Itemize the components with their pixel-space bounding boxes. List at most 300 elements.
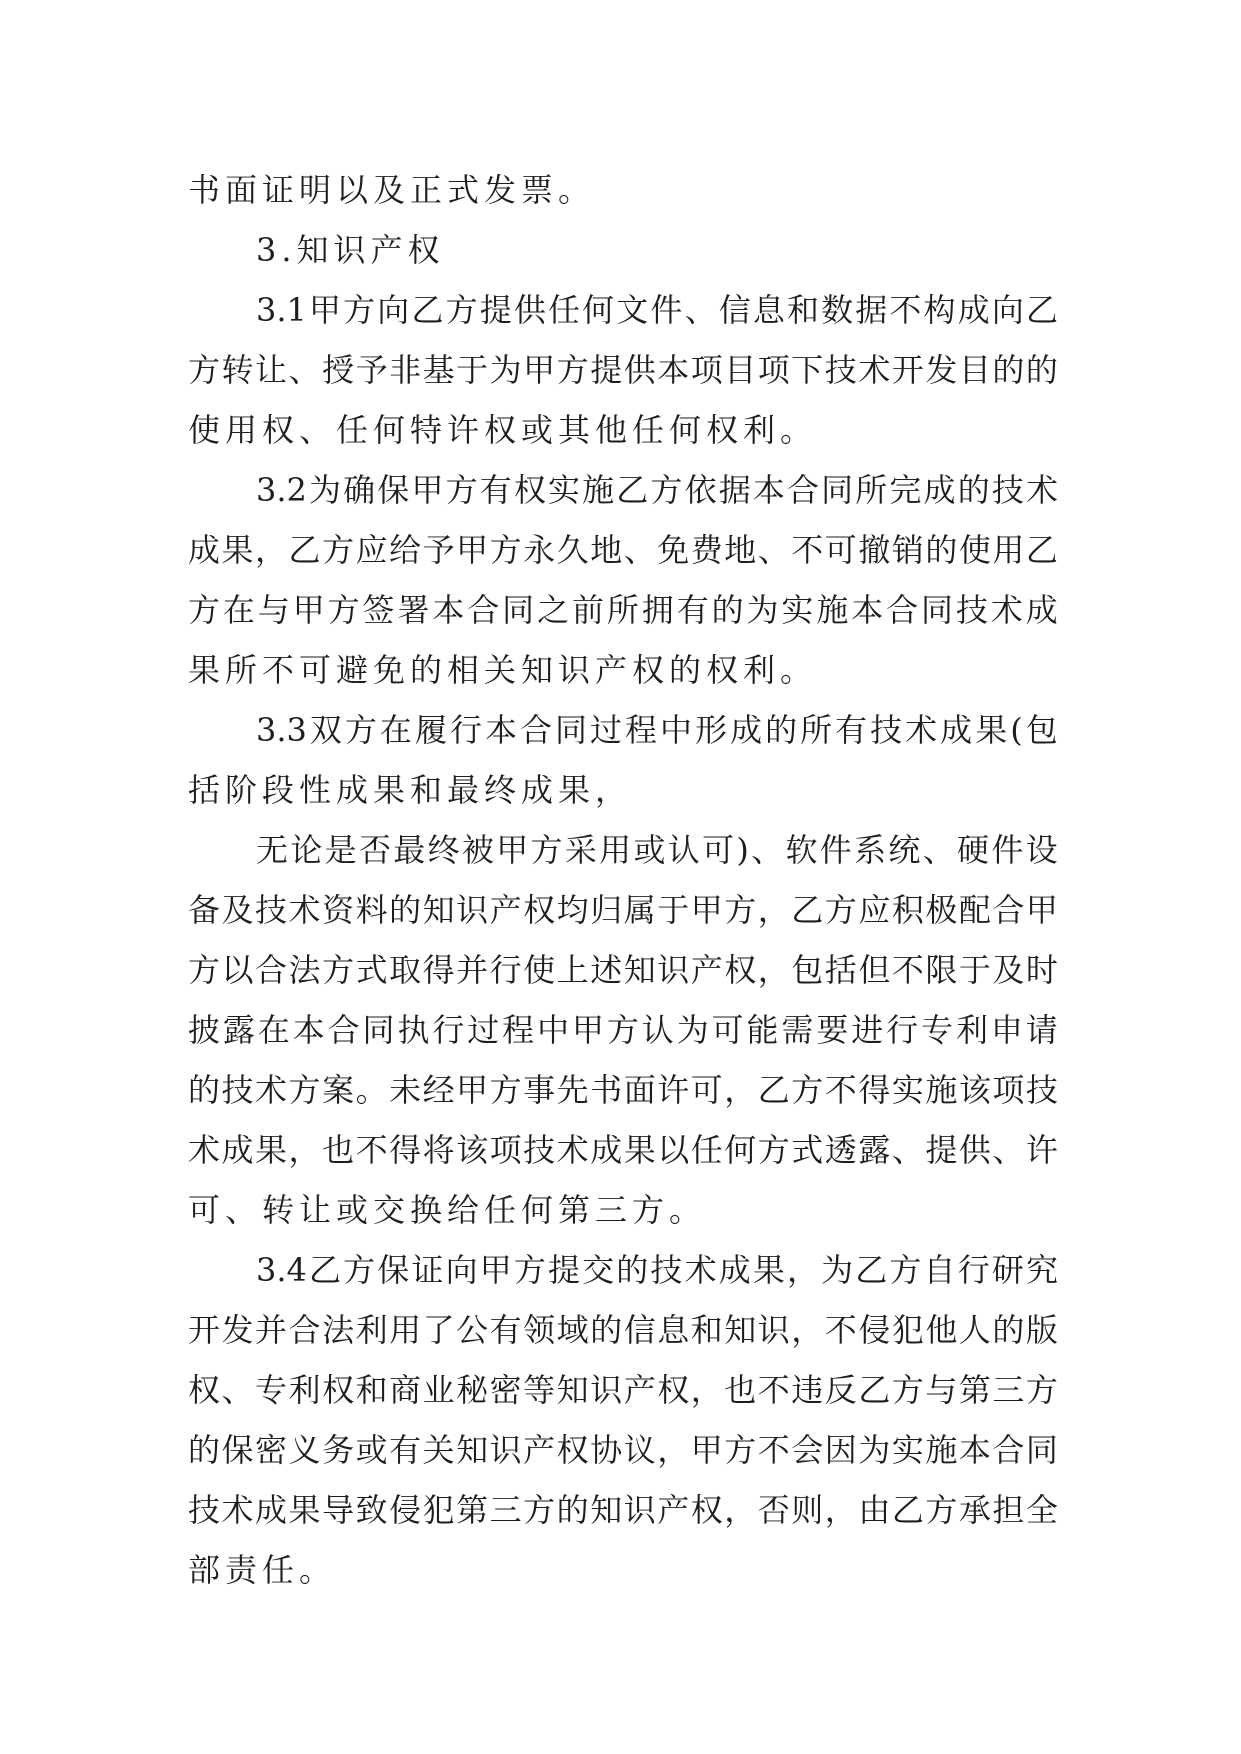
text-glyph: 事: [523, 1071, 556, 1109]
text-glyph: 确: [343, 471, 376, 509]
text-glyph: 能: [746, 1011, 779, 1049]
text-glyph: 识: [590, 1371, 623, 1409]
text-glyph: 公: [456, 1311, 489, 1349]
text-glyph: 向: [445, 1251, 478, 1289]
text-glyph: 等: [523, 1371, 556, 1409]
text-line: [188, 820, 1058, 880]
text-glyph: 久: [556, 531, 589, 569]
text-glyph: 方: [523, 1491, 556, 1529]
text-glyph: 产: [523, 1431, 556, 1469]
text-glyph: 利: [288, 1371, 321, 1409]
text-glyph: 在: [222, 591, 255, 629]
text-line: 部责任。: [188, 1551, 337, 1589]
text-glyph: 中: [660, 711, 693, 749]
text-glyph: 则: [791, 1491, 824, 1529]
text-glyph: 技: [255, 891, 288, 929]
document-body: [188, 160, 1058, 1600]
text-glyph: 成: [923, 471, 956, 509]
text-glyph: 息: [752, 291, 785, 329]
text-glyph: 证: [411, 1251, 444, 1289]
text-glyph: 统: [888, 831, 921, 869]
text-glyph: 版: [1025, 1311, 1058, 1349]
text-glyph: 术: [188, 1131, 221, 1169]
text-glyph: 不: [355, 1131, 388, 1169]
text-glyph: 成: [940, 711, 973, 749]
text-glyph: 地: [590, 531, 623, 569]
text-glyph: 过: [467, 1011, 500, 1049]
text-glyph: 予: [422, 531, 455, 569]
text-glyph: 识: [657, 951, 690, 989]
text-glyph: 、: [221, 1371, 254, 1409]
text-glyph: 与: [257, 591, 290, 629]
text-glyph: 成: [590, 1131, 623, 1169]
text-glyph: 权: [657, 1371, 690, 1409]
text-glyph: 自: [923, 1251, 956, 1289]
text-glyph: 于: [657, 891, 690, 929]
text-glyph: 的: [1025, 351, 1058, 389]
text-glyph: 协: [590, 1431, 623, 1469]
text-glyph: 非: [389, 351, 422, 389]
text-glyph: 署: [397, 591, 430, 629]
text-line: [188, 1300, 1058, 1360]
text-glyph: 。: [355, 1071, 388, 1109]
text-glyph: 述: [590, 951, 623, 989]
text-glyph: 地: [724, 531, 757, 569]
text-glyph: 乙: [411, 291, 444, 329]
text-glyph: 方: [791, 1071, 824, 1109]
text-glyph: 实: [548, 471, 581, 509]
text-glyph: 并: [255, 1311, 288, 1349]
text-glyph: 合: [886, 591, 919, 629]
text-glyph: 请: [1025, 1011, 1058, 1049]
text-glyph: 执: [397, 1011, 430, 1049]
text-glyph: 进: [851, 1011, 884, 1049]
text-glyph: 上: [556, 951, 589, 989]
text-glyph: 案: [322, 1071, 355, 1109]
text-glyph: 领: [523, 1311, 556, 1349]
text-glyph: 技: [523, 1131, 556, 1169]
text-glyph: 为: [821, 1251, 854, 1289]
text-glyph: 式: [355, 951, 388, 989]
text-glyph: 产: [623, 1371, 656, 1409]
text-glyph: 发: [221, 1311, 254, 1349]
text-glyph: 件: [991, 831, 1024, 869]
text-glyph: 乙: [288, 531, 321, 569]
text-glyph: 经: [422, 1071, 455, 1109]
text-glyph: 据: [718, 471, 751, 509]
text-glyph: 甲: [479, 1251, 512, 1289]
text-glyph: 方: [1025, 1371, 1058, 1409]
text-glyph: ，: [255, 531, 288, 569]
text-glyph: 方: [889, 1251, 922, 1289]
text-glyph: 保: [377, 1251, 410, 1289]
text-glyph: 方: [188, 591, 221, 629]
text-glyph: 发: [925, 351, 958, 389]
text-line: [188, 880, 1058, 940]
text-glyph: 方: [343, 1251, 376, 1289]
text-glyph: 为: [858, 1431, 891, 1469]
text-glyph: 之: [537, 591, 570, 629]
text-glyph: 方: [891, 1371, 924, 1409]
text-glyph: 予: [355, 351, 388, 389]
text-glyph: 将: [422, 1131, 455, 1169]
text-glyph: 使: [523, 951, 556, 989]
text-glyph: 披: [188, 1011, 221, 1049]
text-glyph: 成: [255, 1491, 288, 1529]
text-glyph: 同: [821, 471, 854, 509]
text-glyph: 第: [958, 1371, 991, 1409]
text-glyph: 本: [752, 471, 785, 509]
text-glyph: ，: [288, 1131, 321, 1169]
text-glyph: 技: [824, 351, 857, 389]
text-glyph: 方: [327, 591, 360, 629]
text-glyph: 术: [905, 711, 938, 749]
text-glyph: 的: [925, 531, 958, 569]
text-glyph: 于: [958, 951, 991, 989]
text-glyph: 乙: [855, 1251, 888, 1289]
text-glyph: 有: [835, 711, 868, 749]
text-glyph: 行: [957, 1251, 990, 1289]
text-glyph: 专: [255, 1371, 288, 1409]
text-glyph: 限: [925, 951, 958, 989]
text-glyph: 权: [690, 1491, 723, 1529]
text-glyph: 关: [422, 1431, 455, 1469]
text-glyph: 但: [858, 951, 891, 989]
text-glyph: 最: [393, 831, 426, 869]
text-glyph: 法: [288, 951, 321, 989]
text-glyph: 导: [322, 1491, 355, 1529]
text-glyph: 的: [188, 1431, 221, 1469]
text-glyph: 用: [992, 531, 1025, 569]
text-glyph: 、: [288, 351, 321, 389]
text-glyph: 甲: [690, 1431, 723, 1469]
text-glyph: 保: [377, 471, 410, 509]
text-glyph: 利: [955, 1011, 988, 1049]
text-glyph: 的: [957, 471, 990, 509]
text-glyph: 得: [858, 1071, 891, 1109]
text-glyph: 该: [958, 1071, 991, 1109]
text-glyph: 有: [389, 1431, 422, 1469]
text-glyph: 均: [556, 891, 589, 929]
text-glyph: 用: [599, 831, 632, 869]
text-glyph: 得: [389, 1131, 422, 1169]
text-glyph: 合: [255, 951, 288, 989]
text-glyph: 成: [1025, 591, 1058, 629]
text-glyph: ，: [791, 1311, 824, 1349]
text-line: [188, 1360, 1058, 1420]
text-glyph: 和: [786, 291, 819, 329]
text-glyph: 申: [990, 1011, 1023, 1049]
text-glyph: 授: [322, 351, 355, 389]
text-glyph: 撤: [858, 531, 891, 569]
text-line: [188, 280, 1058, 340]
text-glyph: 方: [925, 1491, 958, 1529]
text-glyph: 所: [855, 471, 888, 509]
text-glyph: 在: [257, 1011, 290, 1049]
text-glyph: 识: [623, 1491, 656, 1529]
text-glyph: 方: [445, 291, 478, 329]
text-glyph: 息: [657, 1311, 690, 1349]
text-glyph: 项: [489, 1131, 522, 1169]
text-line: 果所不可避免的相关知识产权的权利。: [188, 651, 818, 689]
text-glyph: 果: [288, 1491, 321, 1529]
text-line: [188, 700, 1058, 760]
text-glyph: 知: [590, 1491, 623, 1529]
text-glyph: 不: [824, 1311, 857, 1349]
text-glyph: 果: [221, 531, 254, 569]
text-glyph: 为: [309, 471, 342, 509]
text-glyph: 方: [322, 531, 355, 569]
text-glyph: 数: [821, 291, 854, 329]
text-glyph: 可: [690, 1071, 723, 1109]
text-glyph: 技: [870, 711, 903, 749]
text-glyph: 提: [590, 351, 623, 389]
text-glyph: 构: [923, 291, 956, 329]
text-glyph: 不: [757, 1371, 790, 1409]
text-glyph: 提: [479, 291, 512, 329]
text-glyph: 及: [221, 891, 254, 929]
text-glyph: 实: [891, 1431, 924, 1469]
text-glyph: 不: [824, 1071, 857, 1109]
text-glyph: 致: [355, 1491, 388, 1529]
text-line: [188, 1060, 1058, 1120]
text-glyph: 知: [422, 891, 455, 929]
text-glyph: 方: [724, 1431, 757, 1469]
text-glyph: 务: [322, 1431, 355, 1469]
text-glyph: 同: [555, 711, 588, 749]
text-glyph: 归: [590, 891, 623, 929]
text-glyph: 技: [955, 591, 988, 629]
text-glyph: 方: [650, 471, 683, 509]
text-glyph: 甲: [456, 531, 489, 569]
text-glyph: 三: [992, 1371, 1025, 1409]
text-glyph: 甲: [309, 291, 342, 329]
text-line: 可、转让或交换给任何第三方。: [188, 1191, 707, 1229]
text-glyph: 技: [650, 1251, 683, 1289]
text-glyph: 甲: [456, 1071, 489, 1109]
text-glyph: 合: [519, 711, 552, 749]
text-glyph: 该: [456, 1131, 489, 1169]
text-glyph: 为: [746, 591, 779, 629]
text-glyph: 本: [657, 351, 690, 389]
text-glyph: 的: [556, 1491, 589, 1529]
text-glyph: 为: [676, 1011, 709, 1049]
text-glyph: 术: [556, 1131, 589, 1169]
text-glyph: 认: [641, 1011, 674, 1049]
text-glyph: 行: [886, 1011, 919, 1049]
text-glyph: 究: [1025, 1251, 1058, 1289]
text-glyph: 产: [690, 951, 723, 989]
text-glyph: 被: [461, 831, 494, 869]
text-glyph: 技: [188, 1491, 221, 1529]
text-glyph: 项: [690, 351, 723, 389]
text-line: 括阶段性成果和最终成果，: [188, 771, 633, 809]
text-glyph: 3.4: [256, 1251, 307, 1289]
text-glyph: 的: [616, 1251, 649, 1289]
text-glyph: 担: [992, 1491, 1025, 1529]
text-glyph: 域: [556, 1311, 589, 1349]
text-glyph: ，: [724, 1071, 757, 1109]
text-glyph: 知: [623, 951, 656, 989]
text-glyph: 依: [684, 471, 717, 509]
text-glyph: 极: [925, 891, 958, 929]
text-glyph: 违: [791, 1371, 824, 1409]
text-glyph: 和: [355, 1371, 388, 1409]
text-glyph: 或: [633, 831, 666, 869]
text-line: [188, 1480, 1058, 1540]
text-glyph: 的: [188, 1071, 221, 1109]
text-glyph: 识: [757, 1311, 790, 1349]
text-glyph: 施: [816, 591, 849, 629]
text-glyph: 方: [824, 891, 857, 929]
text-glyph: 为: [489, 351, 522, 389]
text-glyph: 术: [255, 1071, 288, 1109]
text-glyph: 成: [730, 711, 763, 749]
text-glyph: ，: [757, 891, 790, 929]
text-glyph: 产: [489, 891, 522, 929]
text-glyph: 实: [891, 1071, 924, 1109]
text-line: 使用权、任何特许权或其他任何权利。: [188, 411, 818, 449]
text-glyph: 方: [757, 1131, 790, 1169]
text-glyph: 签: [362, 591, 395, 629]
text-glyph: 本: [484, 711, 517, 749]
text-glyph: 合: [288, 1311, 321, 1349]
text-glyph: 权: [322, 1371, 355, 1409]
text-glyph: 程: [625, 711, 658, 749]
text-glyph: 提: [548, 1251, 581, 1289]
text-glyph: 知: [556, 1371, 589, 1409]
text-glyph: ，: [657, 1431, 690, 1469]
text-glyph: 有: [489, 1311, 522, 1349]
text-glyph: 甲: [523, 351, 556, 389]
text-glyph: 、: [623, 531, 656, 569]
text-glyph: 他: [925, 1311, 958, 1349]
text-glyph: 面: [623, 1071, 656, 1109]
text-glyph: 成: [957, 291, 990, 329]
text-glyph: 备: [188, 891, 221, 929]
text-glyph: 件: [819, 831, 852, 869]
text-glyph: 乙: [858, 1371, 891, 1409]
text-glyph: 乙: [309, 1251, 342, 1289]
text-glyph: 的: [765, 711, 798, 749]
text-glyph: 3.1: [256, 291, 307, 329]
text-glyph: 应: [355, 531, 388, 569]
text-glyph: 时: [1025, 951, 1058, 989]
text-line: 书面证明以及正式发票。: [188, 171, 596, 209]
text-glyph: 方: [322, 951, 355, 989]
text-glyph: 犯: [422, 1491, 455, 1529]
text-glyph: 交: [582, 1251, 615, 1289]
text-glyph: 不: [757, 1431, 790, 1469]
text-glyph: 第: [456, 1491, 489, 1529]
text-glyph: (: [1010, 711, 1023, 749]
text-glyph: 产: [657, 1491, 690, 1529]
text-glyph: ，: [690, 1371, 723, 1409]
text-glyph: 技: [1025, 1071, 1058, 1109]
text-glyph: 、: [891, 1131, 924, 1169]
text-glyph: 利: [355, 1311, 388, 1349]
text-glyph: 包: [791, 951, 824, 989]
text-glyph: 提: [925, 1131, 958, 1169]
text-glyph: 项: [757, 351, 790, 389]
text-glyph: 行: [432, 1011, 465, 1049]
text-glyph: 件: [650, 291, 683, 329]
text-glyph: 否: [757, 1491, 790, 1529]
text-glyph: 甲: [292, 591, 325, 629]
text-line: [188, 1000, 1058, 1060]
text-glyph: 论: [290, 831, 323, 869]
text-glyph: ): [736, 831, 749, 869]
text-glyph: 成: [188, 531, 221, 569]
text-glyph: 向: [377, 291, 410, 329]
text-glyph: 3.2: [256, 471, 307, 509]
text-line: [188, 580, 1058, 640]
text-glyph: 识: [456, 891, 489, 929]
text-line: [188, 1120, 1058, 1180]
text-glyph: 同: [362, 1011, 395, 1049]
text-glyph: 使: [958, 531, 991, 569]
text-glyph: 术: [858, 351, 891, 389]
text-glyph: 权: [513, 471, 546, 509]
text-glyph: 同: [921, 591, 954, 629]
text-glyph: 下: [791, 351, 824, 389]
text-glyph: 权: [556, 1431, 589, 1469]
text-glyph: 的: [389, 891, 422, 929]
text-glyph: 费: [690, 531, 723, 569]
text-glyph: 术: [1025, 471, 1058, 509]
text-glyph: 书: [590, 1071, 623, 1109]
text-glyph: 许: [657, 1071, 690, 1109]
text-glyph: 合: [467, 591, 500, 629]
text-glyph: 方: [188, 951, 221, 989]
text-glyph: 文: [616, 291, 649, 329]
text-glyph: 3.3: [256, 711, 307, 749]
text-glyph: 所: [800, 711, 833, 749]
text-glyph: 保: [221, 1431, 254, 1469]
text-glyph: 义: [288, 1431, 321, 1469]
text-glyph: 乙: [616, 471, 649, 509]
text-glyph: 透: [824, 1131, 857, 1169]
text-glyph: ，: [824, 1491, 857, 1529]
text-glyph: 也: [322, 1131, 355, 1169]
text-glyph: 并: [456, 951, 489, 989]
text-glyph: 本: [958, 1431, 991, 1469]
text-glyph: 权: [523, 891, 556, 929]
text-glyph: 得: [422, 951, 455, 989]
text-glyph: 采: [564, 831, 597, 869]
text-glyph: 知: [724, 1311, 757, 1349]
text-glyph: 果: [623, 1131, 656, 1169]
text-glyph: 密: [489, 1371, 522, 1409]
text-glyph: 履: [414, 711, 447, 749]
text-glyph: 方: [344, 711, 377, 749]
text-glyph: 由: [858, 1491, 891, 1529]
text-glyph: 方: [724, 891, 757, 929]
text-glyph: 许: [1025, 1131, 1058, 1169]
text-glyph: 配: [958, 891, 991, 929]
text-glyph: 本: [851, 591, 884, 629]
text-glyph: 同: [1025, 1431, 1058, 1469]
text-glyph: 果: [752, 1251, 785, 1289]
text-glyph: 施: [925, 1431, 958, 1469]
text-glyph: 的: [590, 1311, 623, 1349]
text-glyph: 何: [582, 291, 615, 329]
text-glyph: 不: [889, 291, 922, 329]
text-glyph: 密: [255, 1431, 288, 1469]
text-glyph: 成: [718, 1251, 751, 1289]
text-glyph: 方: [343, 291, 376, 329]
text-glyph: ，: [786, 1251, 819, 1289]
